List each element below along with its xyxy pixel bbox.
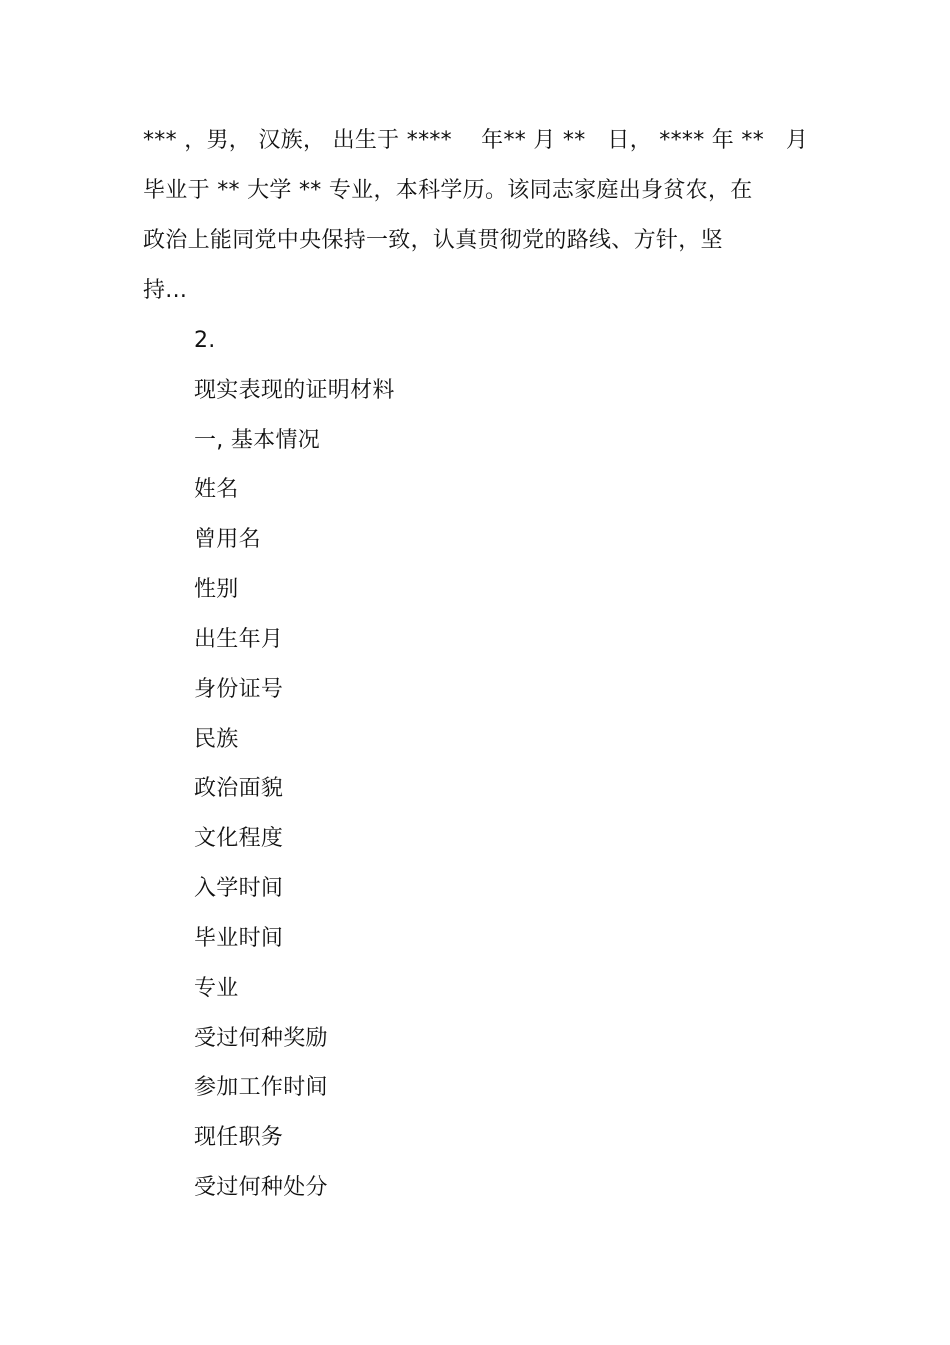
field-label: 受过何种处分 <box>194 1175 328 1200</box>
field-label: 参加工作时间 <box>194 1075 328 1100</box>
field-label: 文化程度 <box>194 826 284 851</box>
field-label: 现任职务 <box>194 1125 284 1150</box>
field-label: 出生年月 <box>194 627 284 652</box>
subsection-heading: 一, 基本情况 <box>194 428 321 453</box>
field-label: 专业 <box>194 976 239 1001</box>
paragraph-line-1: *** ，男， 汉族， 出生于 **** 年** 月 ** 日， **** 年 ** 月 <box>143 128 809 153</box>
field-label: 政治面貌 <box>194 776 284 801</box>
field-label: 曾用名 <box>194 527 261 552</box>
field-label: 姓名 <box>194 477 239 502</box>
field-label: 入学时间 <box>194 876 284 901</box>
field-label: 受过何种奖励 <box>194 1026 328 1051</box>
paragraph-line-4: 持... <box>143 278 188 303</box>
field-label: 毕业时间 <box>194 926 284 951</box>
section-number: 2. <box>194 328 216 353</box>
field-label: 性别 <box>194 577 239 602</box>
field-label: 民族 <box>194 727 239 752</box>
paragraph-line-3: 政治上能同党中央保持一致，认真贯彻党的路线、方针，坚 <box>143 228 723 253</box>
field-label: 身份证号 <box>194 677 284 702</box>
section-title: 现实表现的证明材料 <box>194 378 395 403</box>
paragraph-line-2: 毕业于 ** 大学 ** 专业，本科学历。该同志家庭出身贫农，在 <box>143 178 753 203</box>
